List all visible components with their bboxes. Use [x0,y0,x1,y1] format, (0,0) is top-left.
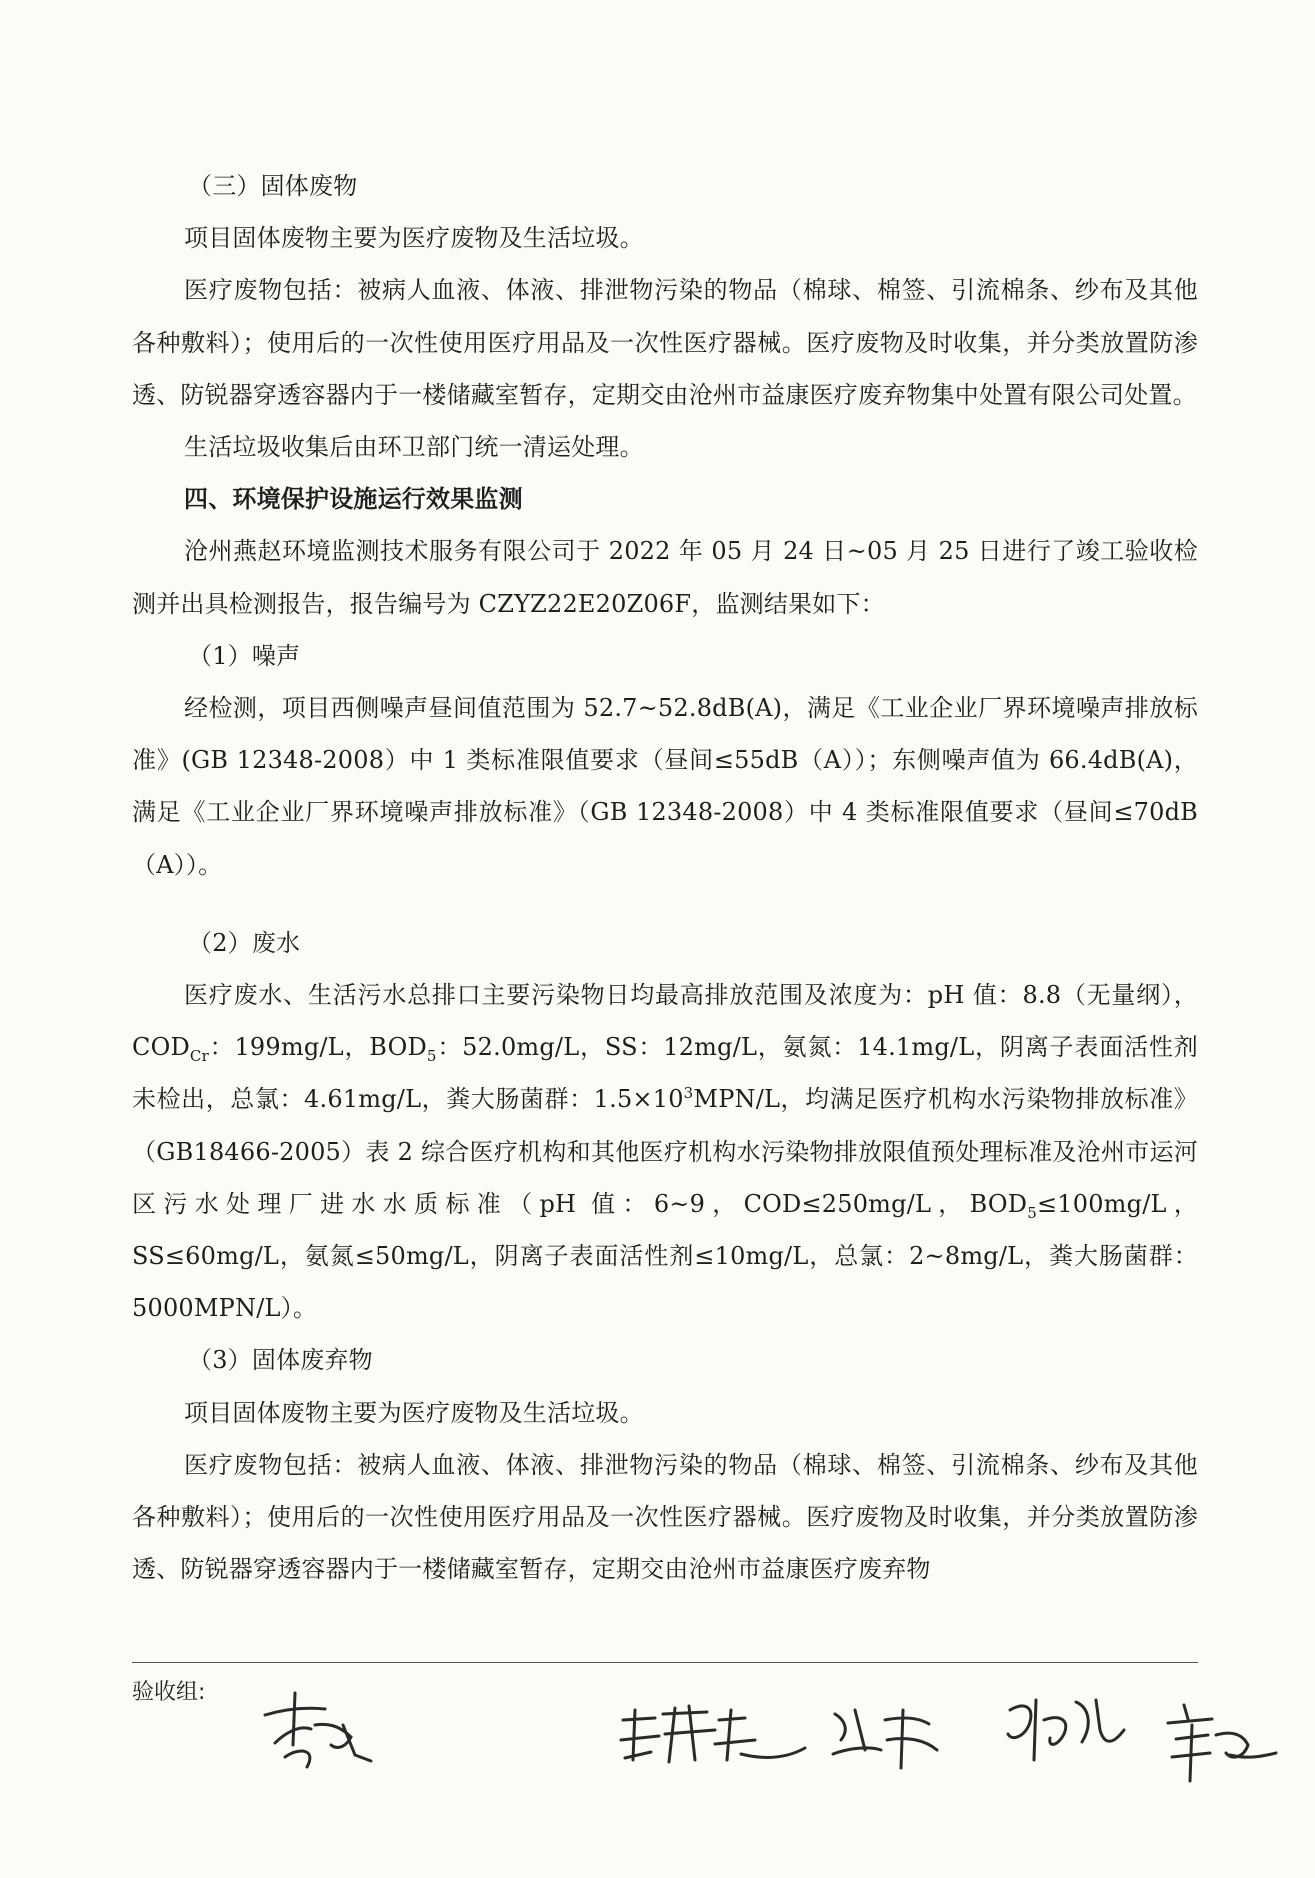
handwritten-signature-4 [1000,1690,1130,1770]
paragraph: 生活垃圾收集后由环卫部门统一清运处理。 [184,433,644,462]
subscript-5: 5 [426,1047,437,1066]
wastewater-paragraph [132,969,1198,1334]
acceptance-group-label: 验收组: [132,1680,206,1705]
paragraph: （1）噪声 [188,641,301,670]
paragraph-gap [132,891,1198,917]
handwritten-signature-5 [1160,1695,1280,1785]
wastewater-text-1: 医疗废水、生活污水总排口主要污染物日均最高排放范围及浓度为：pH 值：8.8（无量纲），COD [132,981,1198,1062]
handwritten-signature-3 [825,1700,945,1775]
document-body [132,160,1198,1595]
paragraph: 经检测，项目西侧噪声昼间值范围为 52.7~52.8dB(A)，满足《工业企业厂界环境噪声排放标准》(GB 12348-2008）中 1 类标准限值要求（昼间≤55dB（A））；东侧噪声值为 66.4dB(A)，满足《工业企业厂界环境噪声排放标准》（GB 12348-2008）中 4 类标准限值要求（昼间≤70dB（A））。 [132,694,1198,879]
wastewater-text-2: ：199mg/L，BOD [208,1033,427,1062]
paragraph: 项目固体废物主要为医疗废物及生活垃圾。 [184,1398,644,1427]
footer-divider [132,1662,1198,1663]
paragraph: 四、环境保护设施运行效果监测 [184,484,523,514]
handwritten-signature-1 [255,1685,375,1775]
paragraph: 医疗废物包括：被病人血液、体液、排泄物污染的物品（棉球、棉签、引流棉条、纱布及其他各种敷料）；使用后的一次性使用医疗用品及一次性医疗器械。医疗废物及时收集，并分类放置防渗透、防锐器穿透容器内于一楼储藏室暂存，定期交由沧州市益康医疗废弃物 [132,1450,1198,1584]
paragraph: 沧州燕赵环境监测技术服务有限公司于 2022 年 05 月 24 日~05 月 25 日进行了竣工验收检测并出具检测报告，报告编号为 CZYZ22E20Z06F，监测结果如下： [132,537,1198,618]
paragraph: （三）固体废物 [188,172,358,200]
handwritten-signature-2 [615,1700,810,1775]
paragraph: 医疗废物包括：被病人血液、体液、排泄物污染的物品（棉球、棉签、引流棉条、纱布及其他各种敷料）；使用后的一次性使用医疗用品及一次性医疗器械。医疗废物及时收集，并分类放置防渗透、防锐器穿透容器内于一楼储藏室暂存，定期交由沧州市益康医疗废弃物集中处置有限公司处置。 [132,276,1198,409]
superscript-3: 3 [683,1084,694,1103]
subscript-cr: Cr [189,1047,209,1066]
wastewater-text-3: ：52.0mg/L，SS：12mg/L，氨氮：14.1mg/L，阴离子表面活性剂未检出，总氯：4.61mg/L，粪大肠菌群：1.5×10 [132,1033,1198,1114]
wastewater-text-5: ≤100mg/L，SS≤60mg/L，氨氮≤50mg/L，阴离子表面活性剂≤10mg/L，总氯：2~8mg/L，粪大肠菌群：5000MPN/L）。 [132,1189,1198,1323]
wastewater-text-4: MPN/L，均满足医疗机构水污染物排放标准》（GB18466-2005）表 2 综合医疗机构和其他医疗机构水污染物排放限值预处理标准及沧州市运河区污水处理厂进水水质标准（pH 值：6~9，COD≤250mg/L，BOD [132,1085,1198,1218]
subscript-5b: 5 [1027,1203,1037,1222]
paragraph: （3）固体废弃物 [188,1346,373,1375]
paragraph: 项目固体废物主要为医疗废物及生活垃圾。 [184,224,644,253]
paragraph: （2）废水 [188,928,301,957]
paragraphs-before [132,160,1198,969]
paragraphs-after [132,1334,1198,1595]
